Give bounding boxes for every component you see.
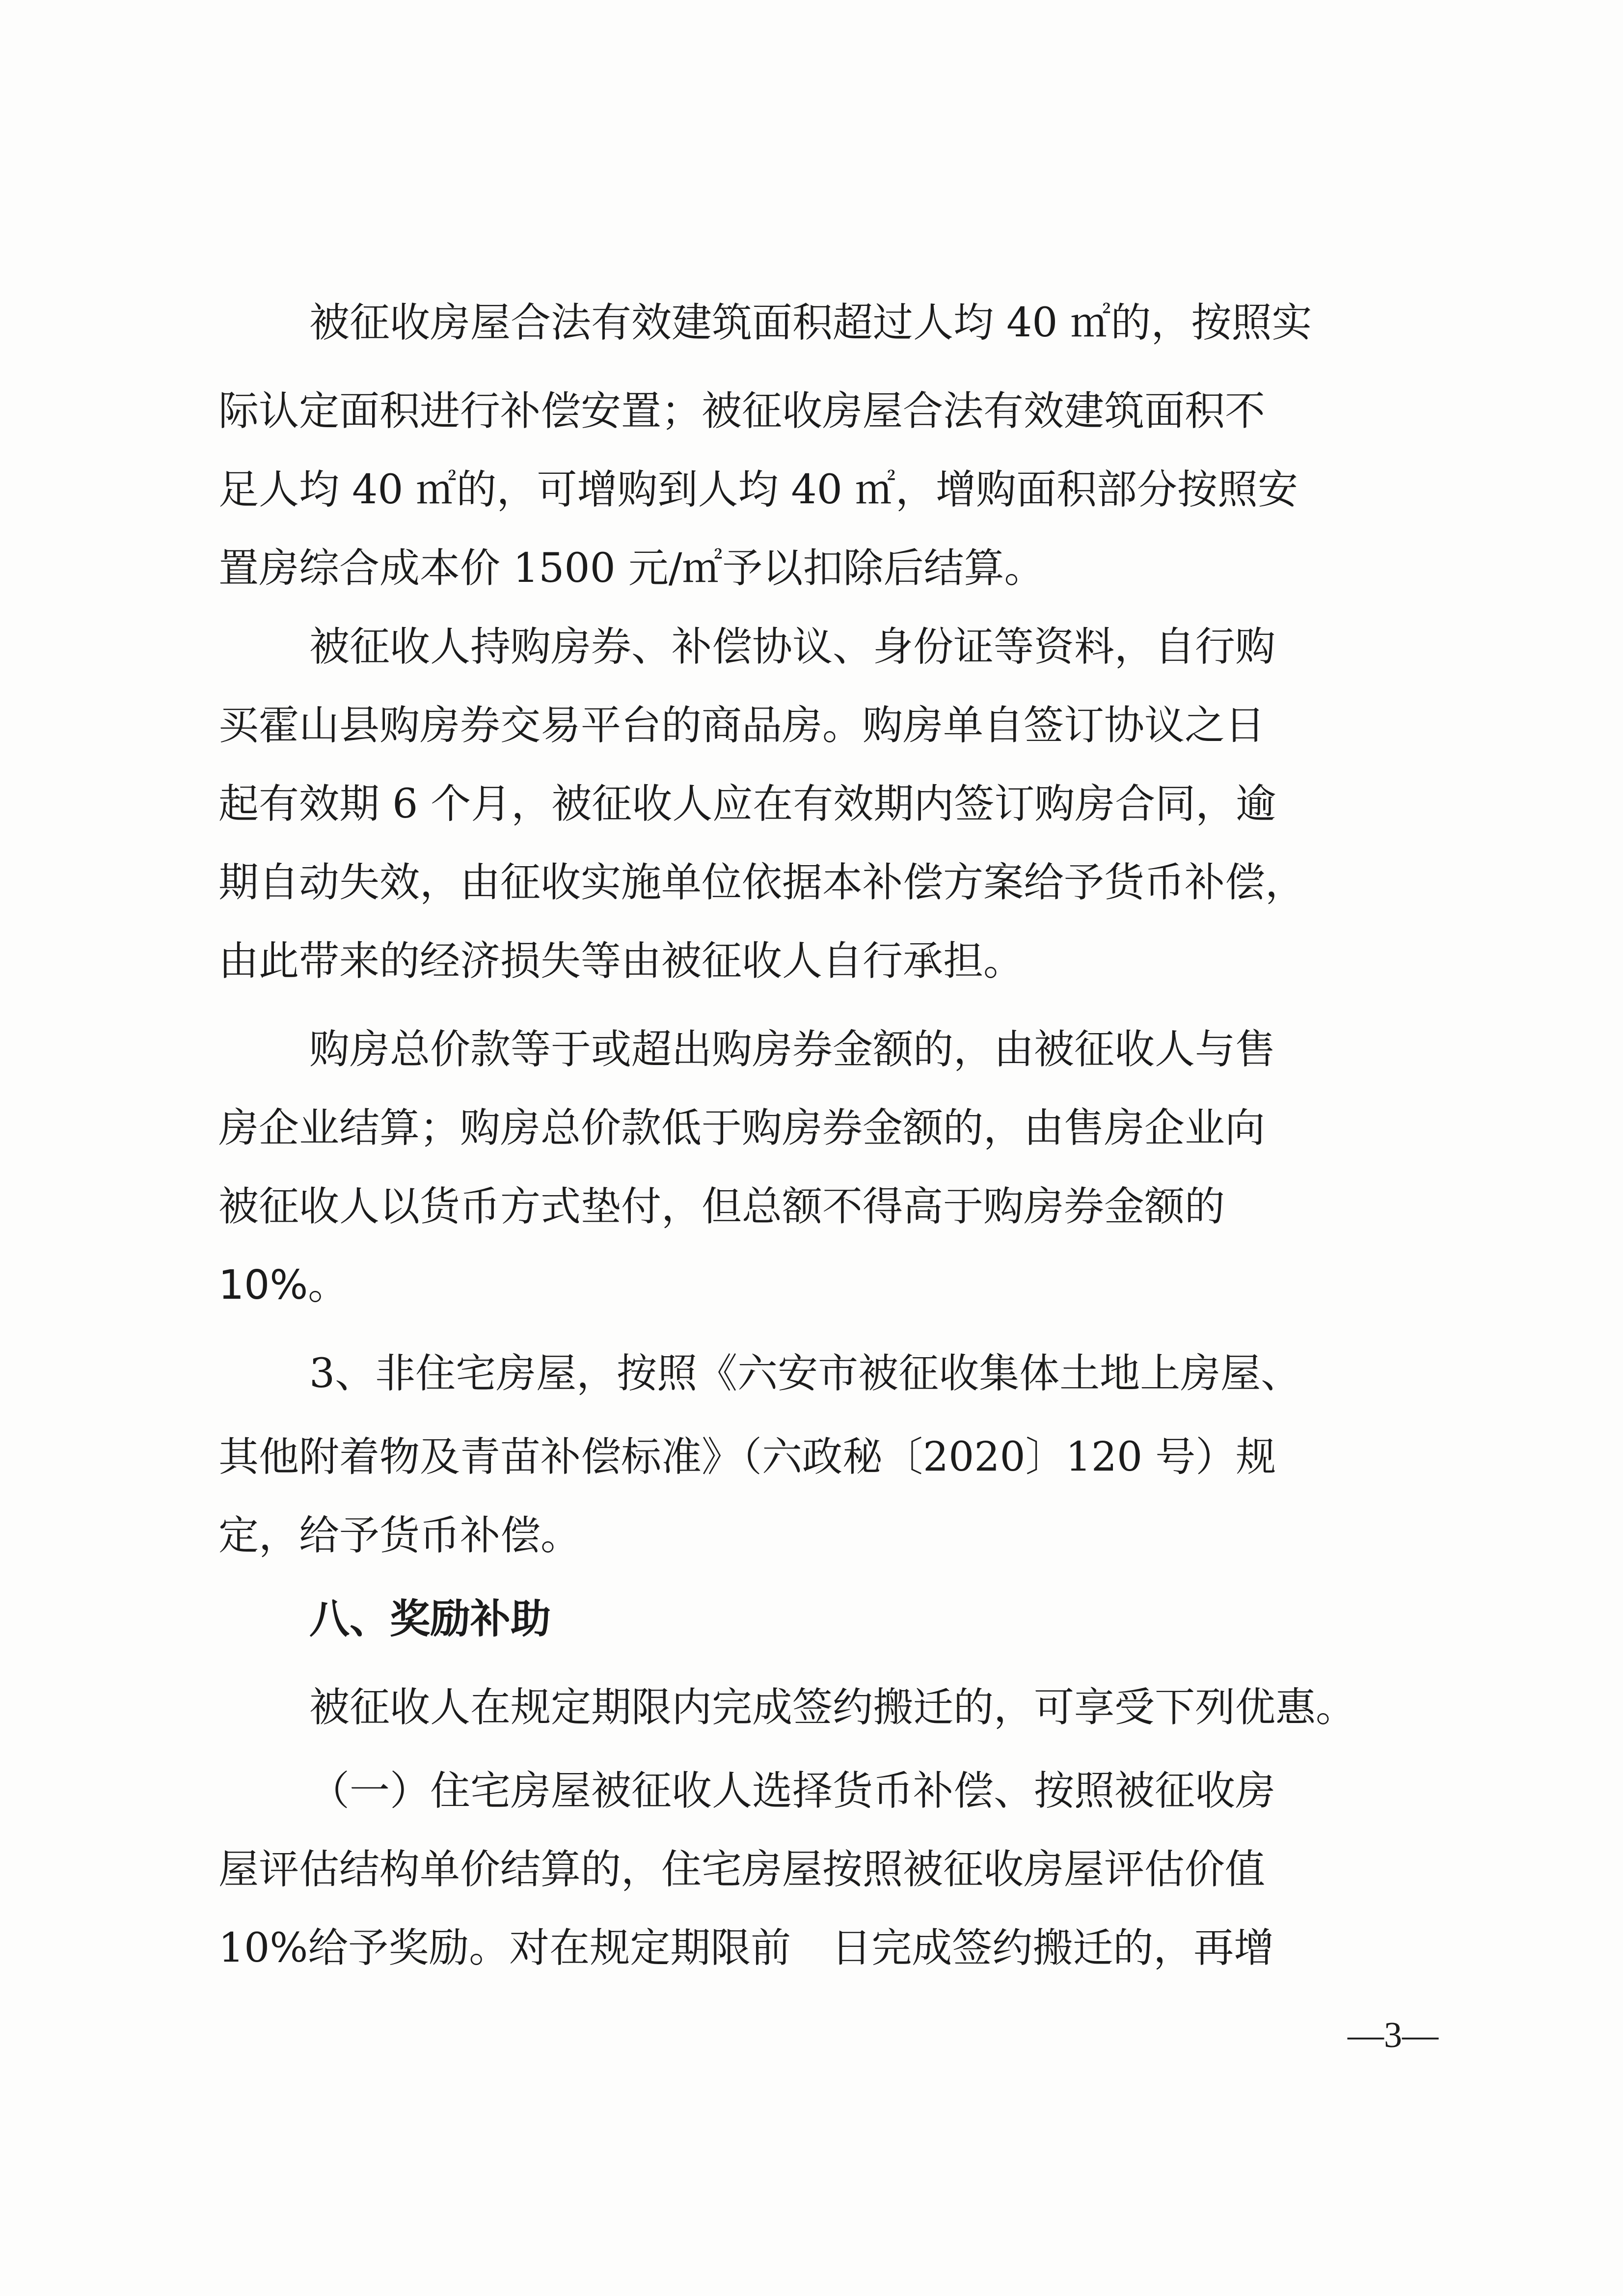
paragraph-2-line-4: 期自动失效，由征收实施单位依据本补偿方案给予货币补偿， <box>218 859 1306 906</box>
paragraph-2-line-3: 起有效期 6 个月，被征收人应在有效期内签订购房合同，逾 <box>218 781 1276 827</box>
paragraph-6-line-3: 10%给予奖励。对在规定期限前 日完成签约搬迁的，再增 <box>218 1925 1274 1971</box>
paragraph-3-line-4: 10%。 <box>218 1262 349 1309</box>
paragraph-4-line-1: 3、非住宅房屋，按照《六安市被征收集体土地上房屋、 <box>309 1350 1301 1397</box>
paragraph-4-line-2: 其他附着物及青苗补偿标准》（六政秘〔2020〕120 号）规 <box>218 1434 1276 1480</box>
paragraph-2-line-5: 由此带来的经济损失等由被征收人自行承担。 <box>218 938 1024 984</box>
page-number: —3— <box>1348 2015 1438 2055</box>
paragraph-6-line-1: （一）住宅房屋被征收人选择货币补偿、按照被征收房 <box>309 1768 1276 1814</box>
paragraph-5-line-1: 被征收人在规定期限内完成签约搬迁的，可享受下列优惠。 <box>309 1684 1356 1731</box>
section-heading: 八、奖励补助 <box>309 1596 551 1642</box>
paragraph-2-line-1: 被征收人持购房券、补偿协议、身份证等资料，自行购 <box>309 624 1276 670</box>
paragraph-1-line-2: 际认定面积进行补偿安置；被征收房屋合法有效建筑面积不 <box>218 388 1266 435</box>
paragraph-4-line-3: 定，给予货币补偿。 <box>218 1512 581 1559</box>
paragraph-3-line-2: 房企业结算；购房总价款低于购房券金额的，由售房企业向 <box>218 1105 1266 1151</box>
paragraph-1-line-4: 置房综合成本价 1500 元/㎡予以扣除后结算。 <box>218 545 1045 592</box>
paragraph-6-line-2: 屋评估结构单价结算的，住宅房屋按照被征收房屋评估价值 <box>218 1846 1266 1893</box>
paragraph-1-line-3: 足人均 40 ㎡的，可增购到人均 40 ㎡，增购面积部分按照安 <box>218 466 1298 513</box>
paragraph-1-line-1: 被征收房屋合法有效建筑面积超过人均 40 ㎡的，按照实 <box>309 300 1312 346</box>
paragraph-3-line-3: 被征收人以货币方式垫付，但总额不得高于购房券金额的 <box>218 1183 1225 1230</box>
paragraph-2-line-2: 买霍山县购房券交易平台的商品房。购房单自签订协议之日 <box>218 702 1266 749</box>
paragraph-3-line-1: 购房总价款等于或超出购房券金额的，由被征收人与售 <box>309 1026 1276 1073</box>
